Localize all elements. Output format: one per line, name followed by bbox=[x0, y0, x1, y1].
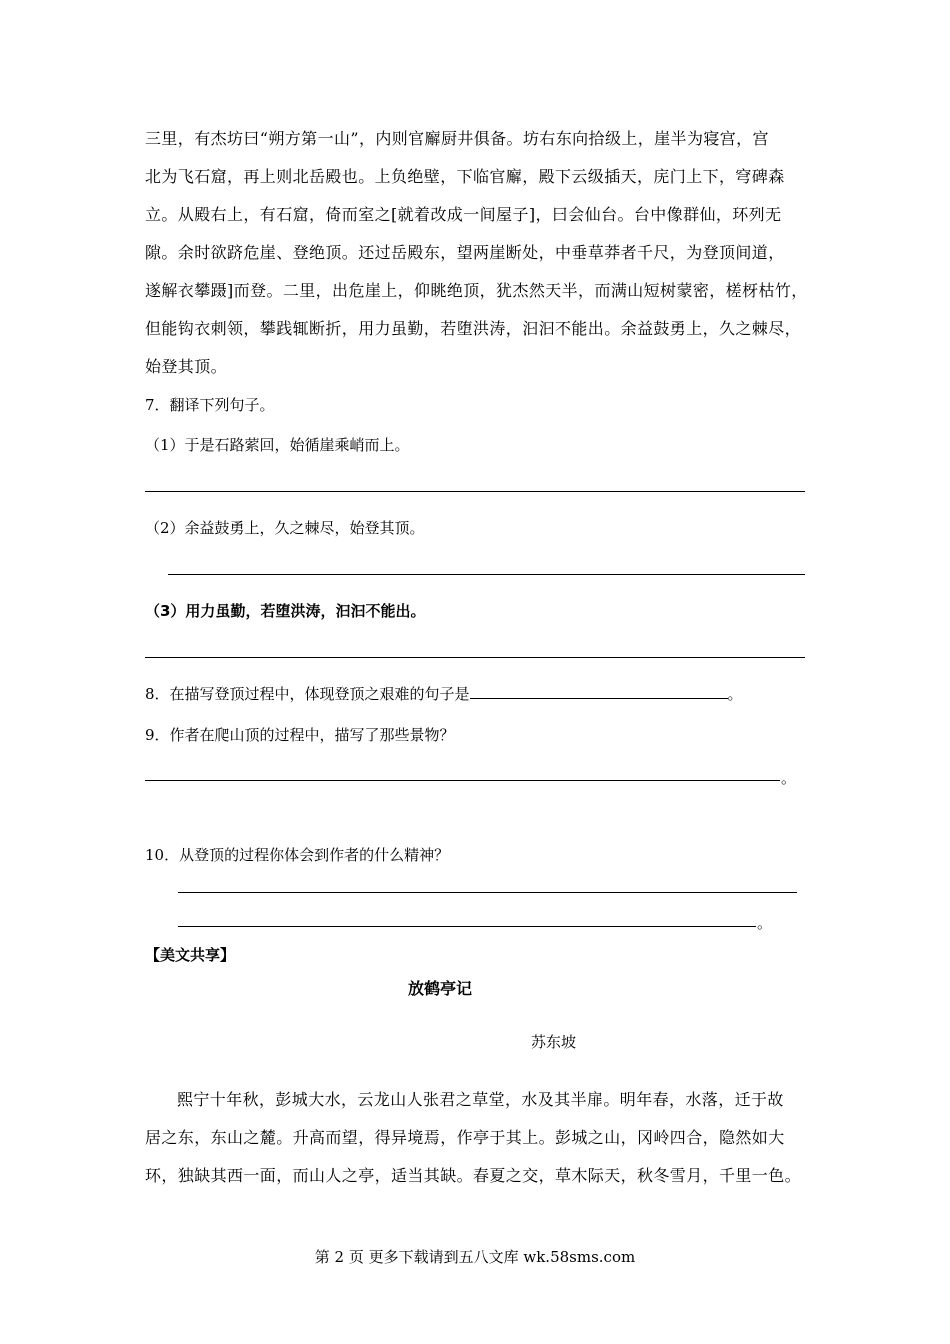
question-7-2: （2）余益鼓勇上，久之棘尽，始登其顶。 bbox=[145, 519, 425, 537]
answer-line-8[interactable] bbox=[470, 684, 728, 699]
passage-line: 三里，有杰坊曰“朔方第一山”，内则官廨厨井俱备。坊右东向拾级上，崖半为寝宫，宫 bbox=[145, 129, 769, 148]
answer-line-9[interactable] bbox=[145, 780, 780, 781]
answer-line-7-2[interactable] bbox=[168, 574, 805, 575]
question-7: 7．翻译下列句子。 bbox=[145, 396, 275, 414]
passage-line: 隙。余时欲跻危崖、登绝顶。还过岳殿东，望两崖断处，中垂草莽者千尺，为登顶间道， bbox=[145, 243, 785, 262]
question-7-3: （3）用力虽勤，若堕洪涛，汩汩不能出。 bbox=[145, 602, 426, 620]
answer-line-7-1[interactable] bbox=[145, 491, 805, 492]
answer-line-10-2[interactable] bbox=[178, 926, 756, 927]
page-footer: 第 2 页 更多下载请到五八文库 wk.58sms.com bbox=[314, 1248, 636, 1266]
passage-line: 北为飞石窟，再上则北岳殿也。上负绝壁，下临官廨，殿下云级插天，庑门上下，穹碑森 bbox=[145, 167, 785, 186]
question-7-1: （1）于是石路萦回，始循崖乘峭而上。 bbox=[145, 436, 410, 454]
question-9-end: 。 bbox=[781, 769, 797, 787]
section-heading: 【美文共享】 bbox=[145, 946, 236, 964]
question-10: 10．从登顶的过程你体会到作者的什么精神？ bbox=[145, 846, 450, 864]
question-10-end: 。 bbox=[757, 914, 773, 932]
passage-line: 立。从殿右上，有石窟，倚而室之[就着改成一间屋子]，曰会仙台。台中像群仙，环列无 bbox=[145, 205, 782, 224]
essay-title: 放鹤亭记 bbox=[408, 979, 473, 998]
question-9: 9．作者在爬山顶的过程中，描写了那些景物？ bbox=[145, 726, 455, 744]
passage-line: 但能钩衣刺领，攀践辄断折，用力虽勤，若堕洪涛，汩汩不能出。余益鼓勇上，久之棘尽， bbox=[145, 319, 802, 338]
answer-line-10-1[interactable] bbox=[178, 892, 797, 893]
question-8-end: 。 bbox=[727, 685, 743, 703]
question-8 bbox=[145, 683, 743, 704]
essay-line: 居之东，东山之麓。升高而望，得异境焉，作亭于其上。彭城之山，冈岭四合，隐然如大 bbox=[145, 1128, 785, 1147]
passage-line: 始登其顶。 bbox=[145, 357, 228, 376]
essay-author: 苏东坡 bbox=[531, 1033, 577, 1051]
essay-line: 环，独缺其西一面，而山人之亭，适当其缺。春夏之交，草木际天，秋冬雪月，千里一色。 bbox=[145, 1166, 802, 1185]
question-8-text: 8．在描写登顶过程中，体现登顶之艰难的句子是 bbox=[145, 685, 470, 703]
answer-line-7-3[interactable] bbox=[145, 657, 805, 658]
passage-line: 遂解衣攀蹑]而登。二里，出危崖上，仰眺绝顶，犹杰然天半，而满山短树蒙密，槎枒枯竹， bbox=[145, 281, 808, 300]
essay-line: 熙宁十年秋，彭城大水，云龙山人张君之草堂，水及其半扉。明年春，水落，迁于故 bbox=[177, 1090, 784, 1109]
